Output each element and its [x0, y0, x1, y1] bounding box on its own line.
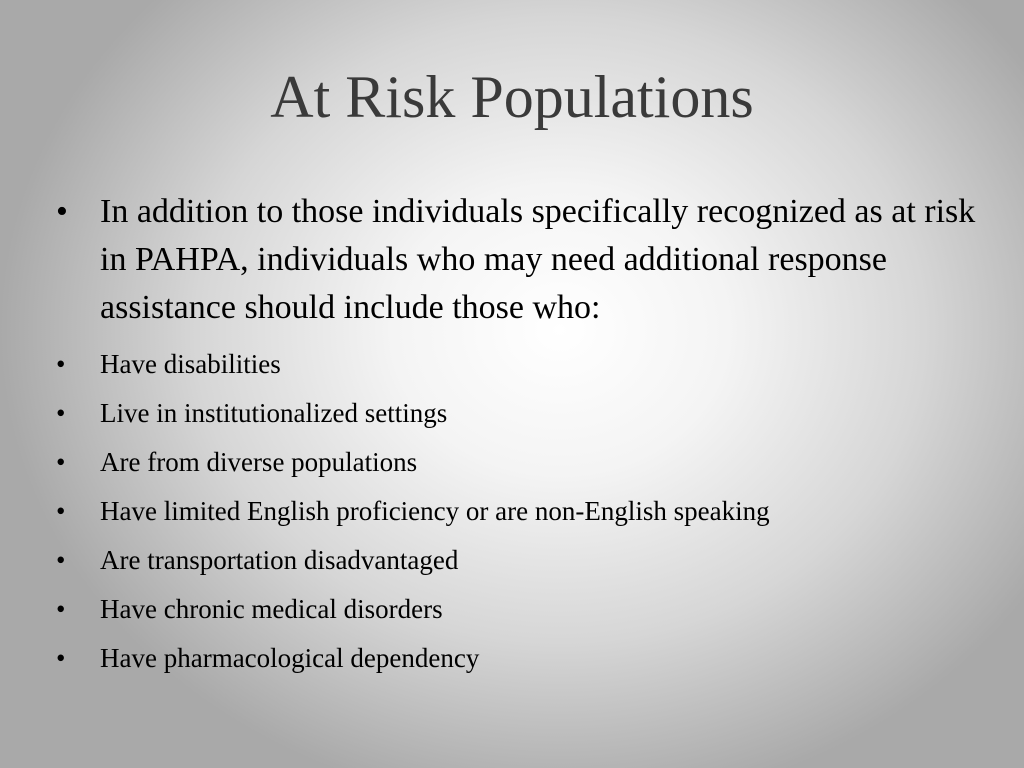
list-item — [56, 536, 986, 585]
bullet-icon: • — [56, 349, 66, 379]
bullet-icon: • — [56, 447, 66, 477]
list-item — [56, 389, 986, 438]
slide-body — [56, 188, 986, 683]
list-item-text: Have limited English proficiency or are non-English speaking — [100, 496, 770, 526]
bullet-icon: • — [56, 496, 66, 526]
bullet-icon: • — [56, 193, 68, 230]
bullet-icon: • — [56, 643, 66, 673]
list-item-text: Are from diverse populations — [100, 447, 418, 477]
intro-text: In addition to those individuals specifically recognized as at risk in PAHPA, individuals who may need additional response assistance should include those who: — [100, 193, 976, 326]
list-item — [56, 438, 986, 487]
bullet-list — [56, 340, 986, 683]
bullet-icon: • — [56, 545, 66, 575]
list-item-text: Are transportation disadvantaged — [100, 545, 459, 575]
intro-bullet — [56, 188, 986, 332]
list-item — [56, 340, 986, 389]
bullet-icon: • — [56, 594, 66, 624]
list-item — [56, 585, 986, 634]
list-item — [56, 634, 986, 683]
list-item-text: Have pharmacological dependency — [100, 643, 480, 673]
list-item — [56, 487, 986, 536]
list-item-text: Have chronic medical disorders — [100, 594, 443, 624]
list-item-text: Live in institutionalized settings — [100, 398, 448, 428]
list-item-text: Have disabilities — [100, 349, 281, 379]
slide-title: At Risk Populations — [270, 64, 754, 130]
bullet-icon: • — [56, 398, 66, 428]
